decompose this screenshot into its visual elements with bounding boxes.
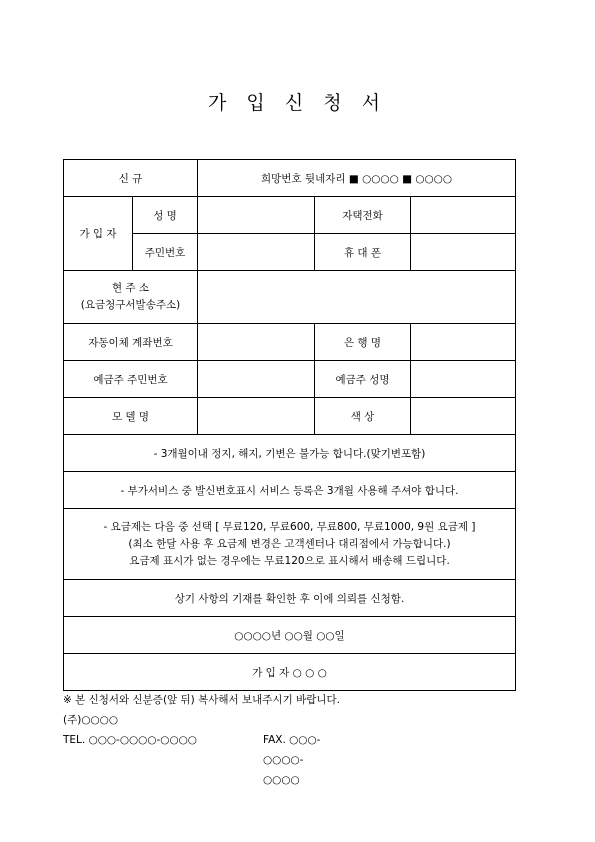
row-device	[64, 398, 516, 435]
name-label: 성 명	[133, 197, 198, 234]
footer-note: ※ 본 신청서와 신분증(앞 뒤) 복사해서 보내주시기 바랍니다.	[63, 694, 340, 706]
row-confirm	[64, 580, 516, 617]
plan-notice-line-1: - 요금제는 다음 중 선택 [ 무료120, 무료600, 무료800, 무료1000, 9원 요금제 ]	[103, 520, 476, 533]
model-label: 모 델 명	[64, 398, 198, 435]
tel-number: TEL. ○○○-○○○○-○○○○	[63, 734, 197, 746]
subscriber-group-label: 가 입 자	[64, 197, 133, 271]
color-field[interactable]	[411, 398, 516, 435]
row-notice-2	[64, 472, 516, 509]
account-field[interactable]	[198, 324, 315, 361]
row-subscriber-name	[64, 197, 516, 234]
home-phone-label: 자택전화	[315, 197, 411, 234]
fax-number: FAX. ○○○-○○○○-○○○○	[263, 734, 321, 786]
form-title: 가 입 신 청 서	[208, 92, 387, 114]
row-new	[64, 160, 516, 197]
row-date	[64, 617, 516, 654]
plan-notice-line-3: 요금제 표시가 없는 경우에는 무료120으로 표시해서 배송해 드립니다.	[129, 554, 450, 567]
row-notice-1	[64, 435, 516, 472]
row-plan-notice	[64, 509, 516, 580]
bank-field[interactable]	[411, 324, 516, 361]
signer-name[interactable]: 가 입 자 ○ ○ ○	[64, 654, 516, 691]
plan-notice-cell	[64, 509, 516, 580]
notice-suspension: - 3개월이내 정지, 해지, 기변은 불가능 합니다.(맞기변포함)	[64, 435, 516, 472]
model-field[interactable]	[198, 398, 315, 435]
mobile-label: 휴 대 폰	[315, 234, 411, 271]
name-field[interactable]	[198, 197, 315, 234]
account-label: 자동이체 계좌번호	[64, 324, 198, 361]
row-holder	[64, 361, 516, 398]
application-form-table	[63, 159, 516, 691]
confirm-statement: 상기 사항의 기재를 확인한 후 이에 의뢰를 신청함.	[64, 580, 516, 617]
company-name: (주)○○○○	[63, 714, 118, 726]
new-label: 신 규	[64, 160, 198, 197]
application-date[interactable]: ○○○○년 ○○월 ○○일	[64, 617, 516, 654]
id-number-label: 주민번호	[133, 234, 198, 271]
notice-caller-id: - 부가서비스 중 발신번호표시 서비스 등록은 3개월 사용해 주셔야 합니다.	[64, 472, 516, 509]
row-autopay	[64, 324, 516, 361]
holder-id-label: 예금주 주민번호	[64, 361, 198, 398]
holder-name-field[interactable]	[411, 361, 516, 398]
address-field[interactable]	[198, 271, 516, 324]
home-phone-field[interactable]	[411, 197, 516, 234]
id-number-field[interactable]	[198, 234, 315, 271]
color-label: 색 상	[315, 398, 411, 435]
holder-id-field[interactable]	[198, 361, 315, 398]
holder-name-label: 예금주 성명	[315, 361, 411, 398]
address-sub-label: (요금청구서발송주소)	[80, 299, 181, 311]
row-signer	[64, 654, 516, 691]
plan-notice-line-2: (최소 한달 사용 후 요금제 변경은 고객센터나 대리점에서 가능합니다.)	[128, 537, 451, 550]
address-label-cell	[64, 271, 198, 324]
row-address	[64, 271, 516, 324]
address-label: 현 주 소	[111, 282, 150, 294]
hope-number[interactable]: 희망번호 뒷네자리 ■ ○○○○ ■ ○○○○	[198, 160, 516, 197]
mobile-field[interactable]	[411, 234, 516, 271]
bank-label: 은 행 명	[315, 324, 411, 361]
footer	[63, 690, 340, 786]
